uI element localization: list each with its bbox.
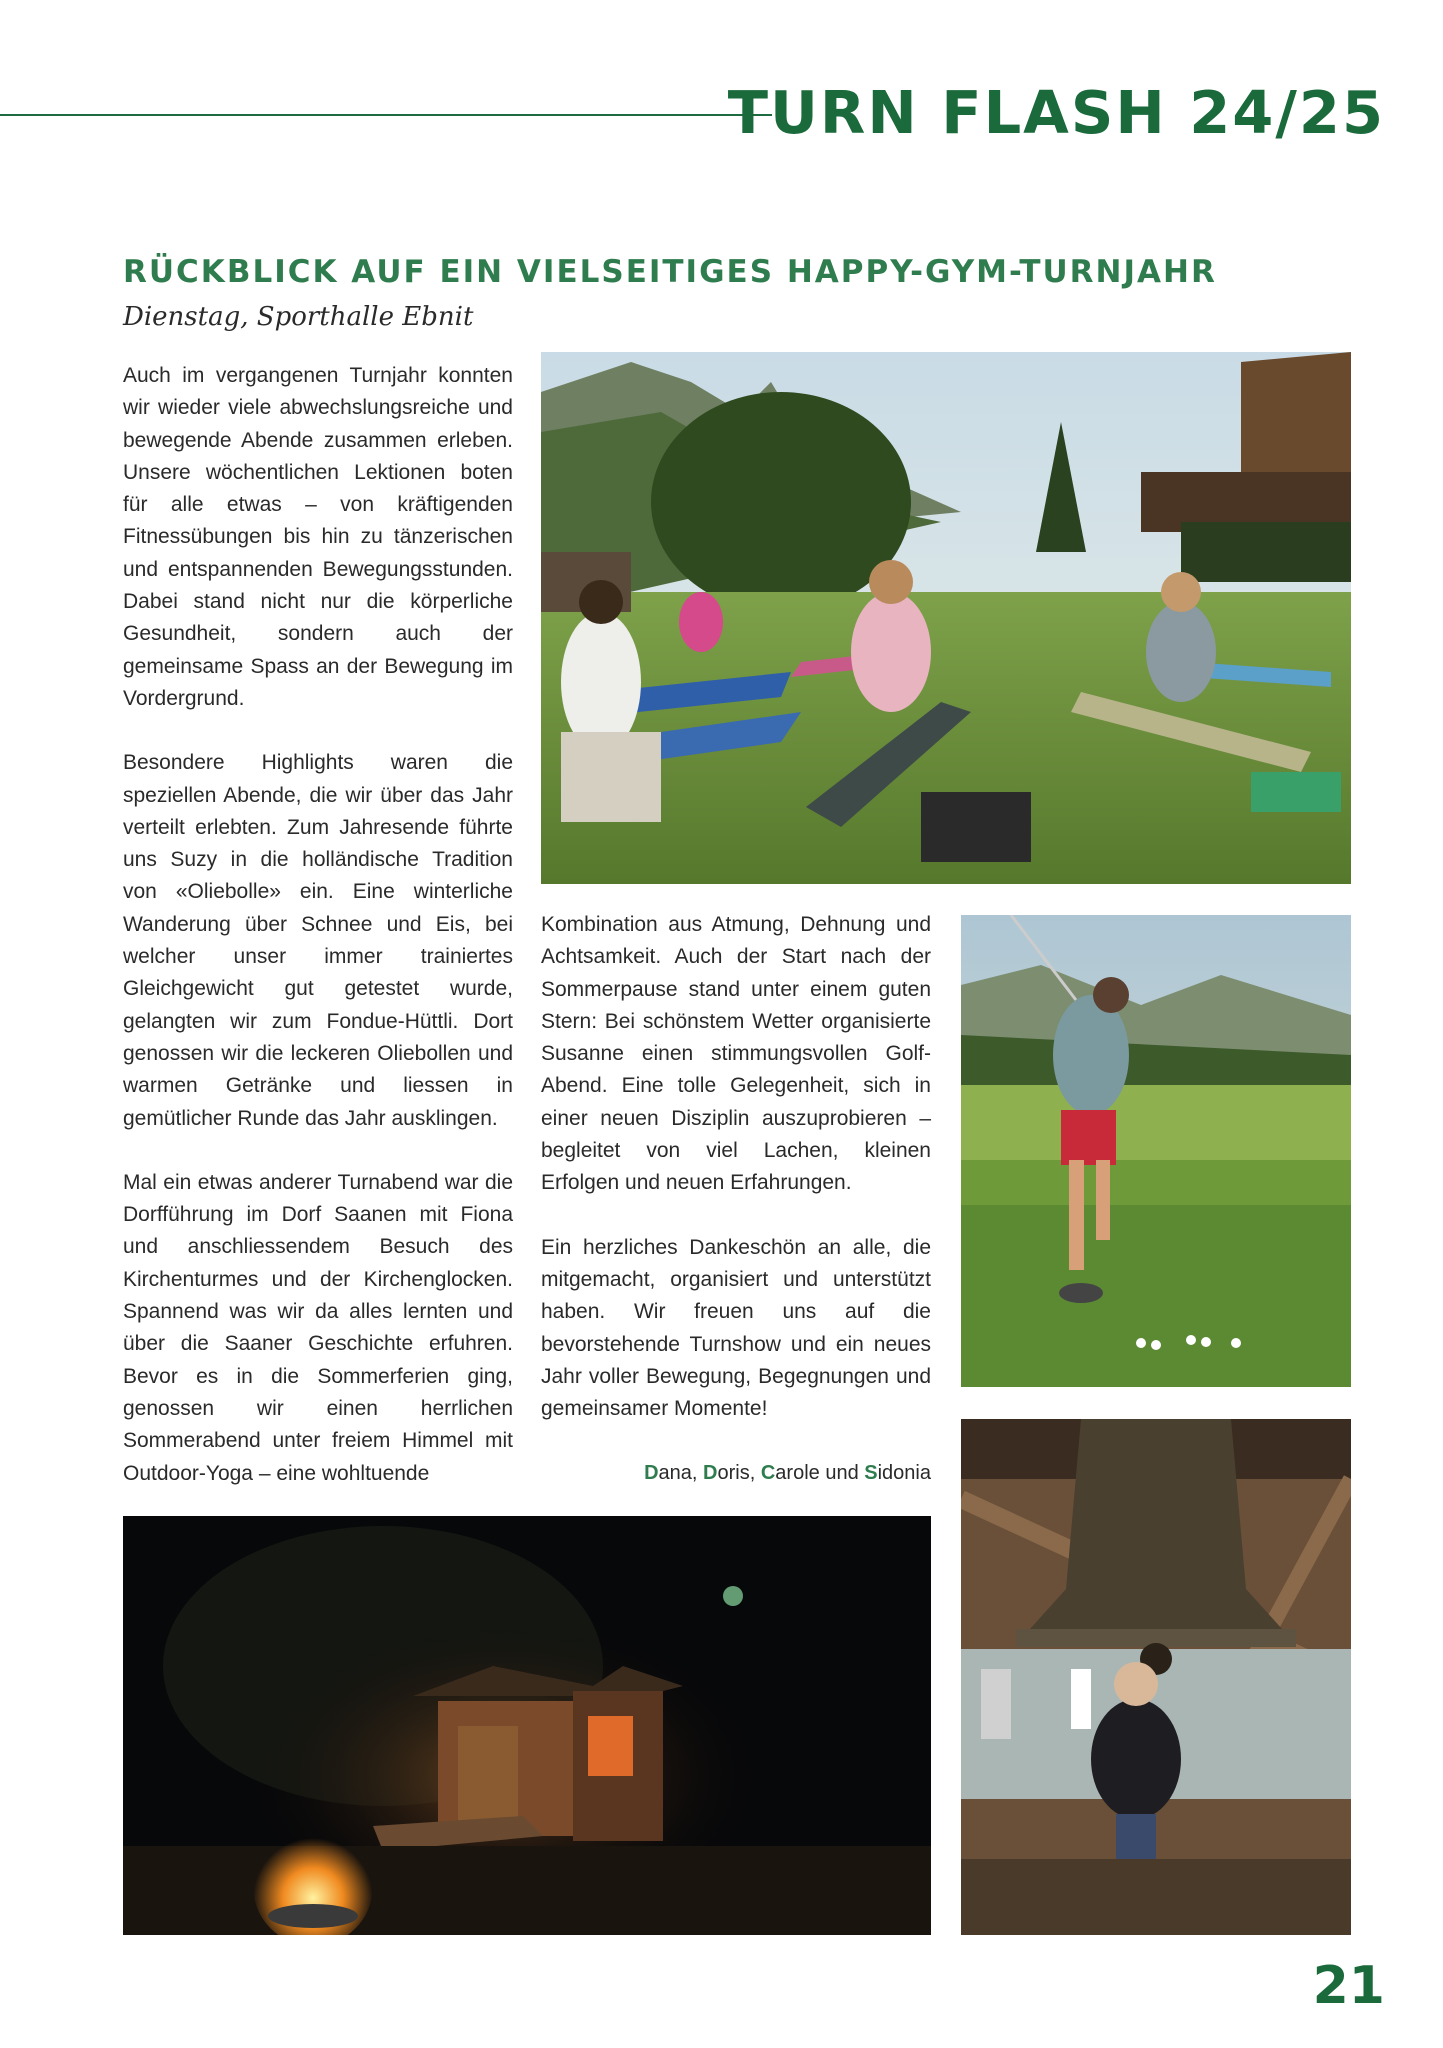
text-column-left bbox=[123, 360, 513, 1490]
author-initial: D bbox=[703, 1462, 718, 1484]
header-rule bbox=[0, 114, 772, 116]
photo-outdoor-yoga bbox=[541, 352, 1351, 884]
paragraph-thanks: Ein herzliches Dankeschön an alle, die mitgemacht, organisiert und unterstützt haben. Wir freuen uns auf die bevorstehende Turnshow und ein neues Jahr voller Bewegung, Begegnungen und gemeinsamer Momente! bbox=[541, 1235, 931, 1421]
author-name-rest: ana bbox=[658, 1462, 692, 1484]
page-number: 21 bbox=[1312, 1956, 1385, 2016]
separator: , bbox=[691, 1462, 704, 1484]
article-headline: RÜCKBLICK AUF EIN VIELSEITIGES HAPPY-GYM-TURNJAHR bbox=[123, 254, 1217, 290]
text-column-middle bbox=[541, 909, 931, 1425]
separator: , bbox=[749, 1462, 761, 1484]
paragraph-village-tour: Mal ein etwas anderer Turnabend war die Dorfführung im Dorf Saanen mit Fiona und anschliessendem Besuch des Kirchenturmes und der Kirchenglocken. Spannend was wir da alles lernten und über die Saaner Geschichte erfuhren. Bevor es in die Sommerferien ging, genossen wir einen herrlichen Sommerabend unter freiem Himmel mit Outdoor-Yoga – eine wohltuende bbox=[123, 1170, 513, 1485]
paragraph-highlights: Besondere Highlights waren die speziellen Abende, die wir über das Jahr verteilt erlebten. Zum Jahresende führte uns Suzy in die holländische Tradition von «Oliebolle» ein. Eine winterliche Wanderung über Schnee und Eis, bei welcher unser immer trainiertes Gleichgewicht gut getestet wurde, gelangten wir zum Fondue-Hüttli. Dort genossen wir die leckeren Oliebollen und warmen Getränke und liessen in gemütlicher Runde das Jahr ausklingen. bbox=[123, 751, 513, 1130]
author-name-rest: oris bbox=[717, 1462, 750, 1484]
author-name-rest: idonia bbox=[877, 1462, 931, 1484]
author-initial: S bbox=[864, 1462, 878, 1484]
photo-church-bell bbox=[961, 1419, 1351, 1935]
photo-fondue-hut-night bbox=[123, 1516, 931, 1935]
article-subline: Dienstag, Sporthalle Ebnit bbox=[123, 302, 474, 332]
author-initial: D bbox=[644, 1462, 659, 1484]
separator: und bbox=[819, 1462, 865, 1484]
author-initial: C bbox=[760, 1462, 776, 1484]
author-name-rest: arole bbox=[775, 1462, 820, 1484]
magazine-title: TURN FLASH 24/25 bbox=[727, 78, 1385, 147]
photo-golf-evening bbox=[961, 915, 1351, 1387]
paragraph-golf: Kombination aus Atmung, Dehnung und Achtsamkeit. Auch der Start nach der Sommerpause stand unter einem guten Stern: Bei schönstem Wetter organisierte Susanne einen stimmungsvollen Golf-Abend. Eine tolle Gelegenheit, sich in einer neuen Disziplin auszuprobieren – begleitet von viel Lachen, kleinen Erfolgen und neuen Erfahrungen. bbox=[541, 913, 931, 1195]
author-signature bbox=[541, 1458, 931, 1488]
paragraph-intro: Auch im vergangenen Turnjahr konnten wir wieder viele abwechslungsreiche und bewegende Abende zusammen erleben. Unsere wöchentlichen Lektionen boten für alle etwas – von kräftigenden Fitnessübungen bis hin zu tänzerischen und entspannenden Bewegungsstunden. Dabei stand nicht nur die körperliche Gesundheit, sondern auch der gemeinsame Spass an der Bewegung im Vordergrund. bbox=[123, 364, 513, 710]
